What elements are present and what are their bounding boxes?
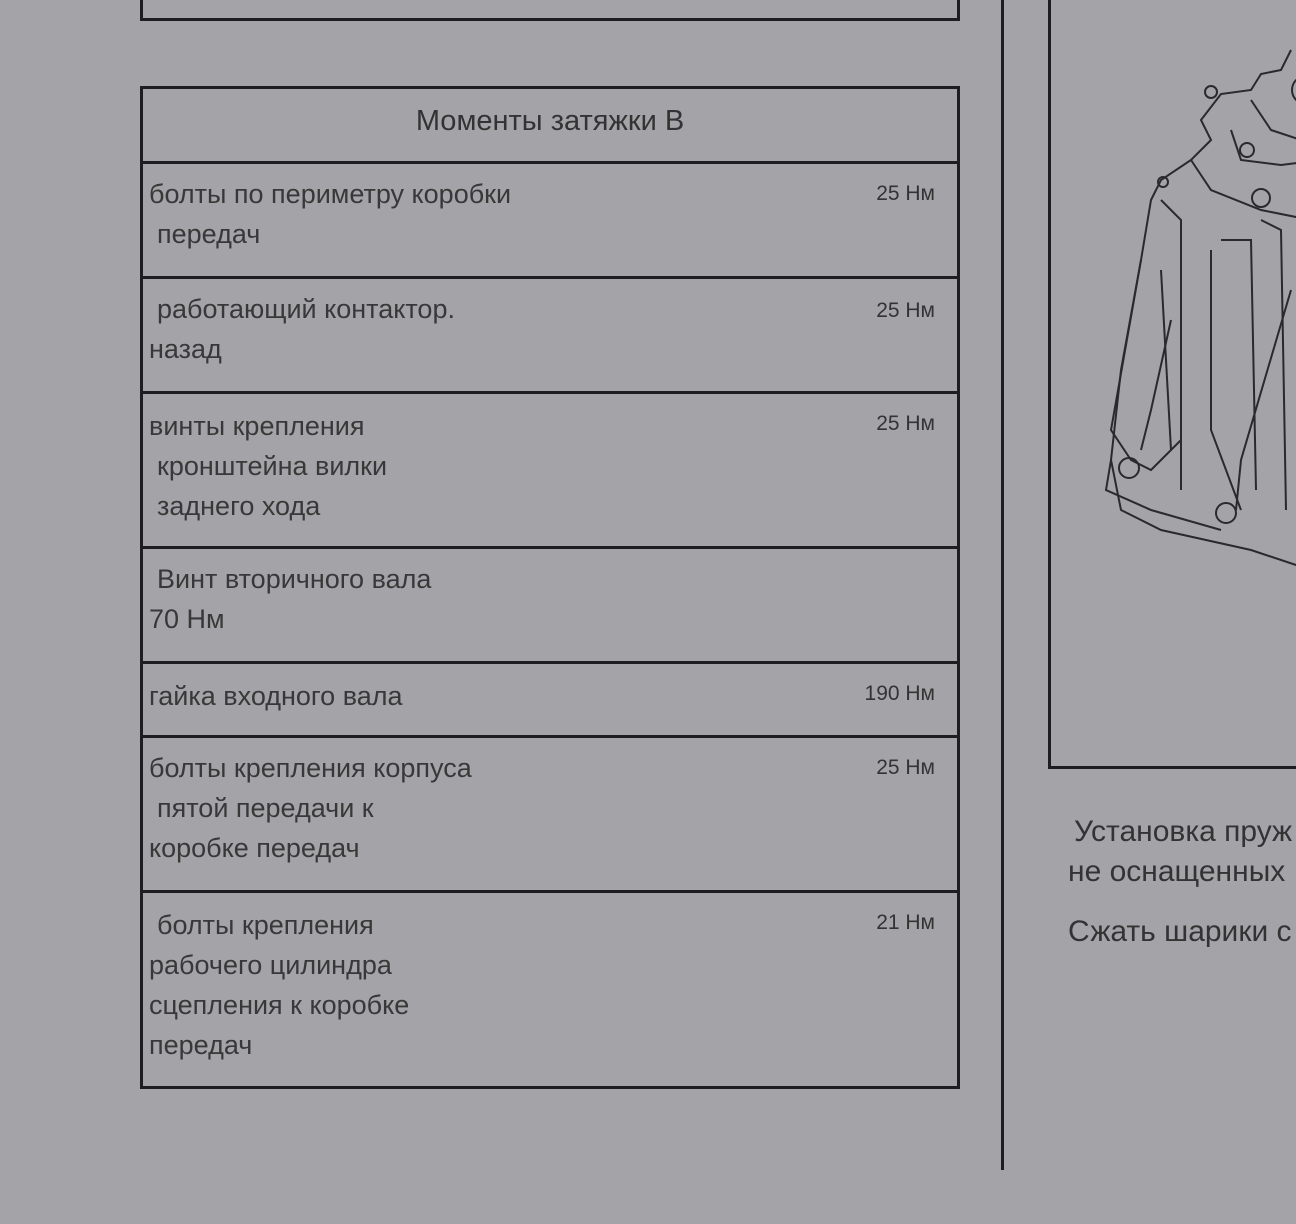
instruction-line: Сжать шарики с [1068, 915, 1292, 948]
table-row [143, 735, 957, 890]
table-row [143, 276, 957, 391]
row-label-line: работающий контактор. [157, 294, 455, 324]
table-title: Моменты затяжки В [415, 105, 685, 137]
row-label-line: сцепления к коробке [149, 990, 410, 1020]
row-label-line: кронштейна вилки [157, 451, 388, 481]
torque-value: 25 Нм [876, 182, 935, 205]
instruction-line: Установка пруж [1074, 815, 1293, 848]
gearbox-drawing [1051, 0, 1296, 766]
row-label-line: 70 Нм [149, 604, 225, 634]
row-label-line: заднего хода [157, 491, 321, 521]
row-label-line: болты по периметру коробки [149, 179, 512, 209]
row-label-line: передач [149, 1030, 253, 1060]
row-label-line: назад [149, 334, 222, 364]
row-label-line: болты крепления [157, 910, 374, 940]
torque-value: 190 Нм [864, 682, 935, 705]
right-column-text [1068, 812, 1296, 952]
row-label-line: Винт вторичного вала [157, 564, 432, 594]
gearbox-illustration [1048, 0, 1296, 769]
column-divider [1001, 0, 1004, 1170]
torque-table [140, 86, 960, 1089]
torque-value: 25 Нм [876, 756, 935, 779]
instruction-line: не оснащенных [1068, 855, 1286, 888]
torque-value: 25 Нм [876, 299, 935, 322]
row-label-line: передач [157, 219, 261, 249]
table-header [143, 89, 957, 161]
row-label-line: рабочего цилиндра [149, 950, 392, 980]
row-label-line: коробке передач [149, 833, 360, 863]
row-label-line: болты крепления корпуса [149, 753, 472, 783]
upper-table-edge [140, 0, 960, 21]
row-label-line: винты крепления [149, 411, 365, 441]
table-row [143, 890, 957, 1086]
row-label-line: пятой передачи к [157, 793, 374, 823]
torque-value: 21 Нм [876, 911, 935, 934]
table-row [143, 161, 957, 276]
torque-value: 25 Нм [876, 412, 935, 435]
table-row [143, 546, 957, 661]
table-row [143, 661, 957, 735]
row-label-line: гайка входного вала [149, 681, 403, 711]
table-row [143, 391, 957, 546]
